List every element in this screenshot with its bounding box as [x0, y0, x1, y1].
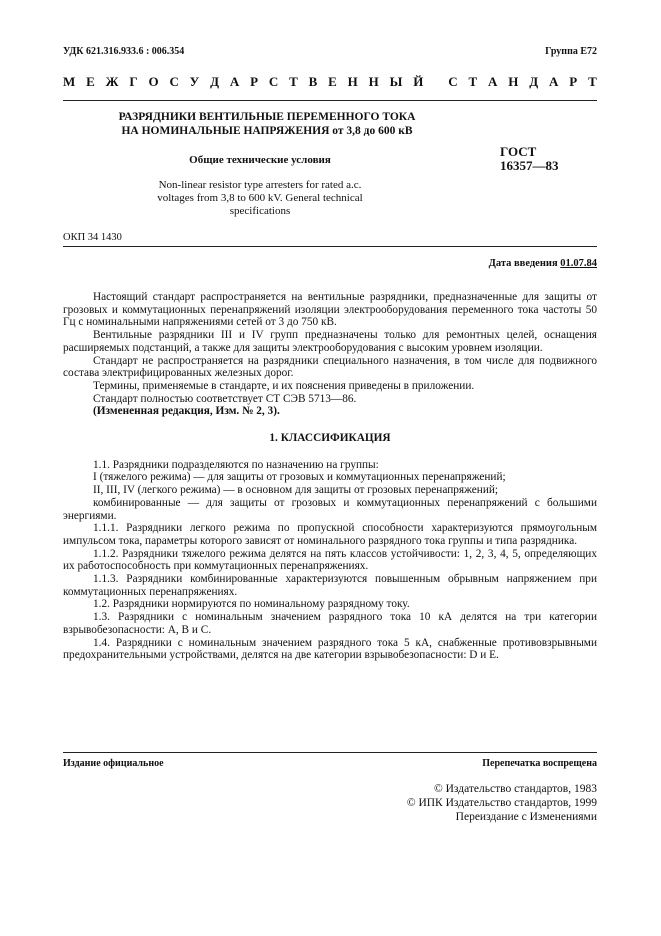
- banner-letter: Е: [328, 74, 337, 89]
- document-title: [110, 110, 424, 138]
- okp-code: ОКП 34 1430: [63, 232, 122, 243]
- banner-letter: В: [308, 74, 318, 89]
- reissue-note: Переиздание с Изменениями: [455, 811, 597, 823]
- gost-number: 16357—83: [500, 158, 559, 173]
- official-edition: Издание официальное: [63, 758, 164, 769]
- banner-letter: А: [488, 74, 498, 89]
- banner-letter: Т: [588, 74, 597, 89]
- banner-letter: С: [169, 74, 179, 89]
- paragraph: 1.1.2. Разрядники тяжелого режима делятся на пять классов устойчивости: 1, 2, 3, 4, 5, определяющих их работоспособность при коммутационных перенапряжениях.: [63, 547, 597, 573]
- group-code: Группа Е72: [545, 46, 597, 57]
- banner-letter: А: [229, 74, 240, 89]
- paragraph: Вентильные разрядники III и IV групп предназначены только для ремонтных целей, оснащения расширяемых подстанций, а также для защиты электрооборудования с высоким уровнем изоляции.: [63, 329, 597, 354]
- document-body: [63, 291, 597, 662]
- banner-letter: М: [63, 74, 76, 89]
- banner-letter: А: [549, 74, 559, 89]
- effective-date-value: 01.07.84: [560, 258, 597, 269]
- banner-letter: Р: [569, 74, 578, 89]
- udk-code: УДК 621.316.933.6 : 006.354: [63, 46, 185, 57]
- english-title: Non-linear resistor type arresters for rated a.c. voltages from 3,8 to 600 kV. General technical specifications: [157, 179, 363, 217]
- banner-letter: Н: [508, 74, 519, 89]
- banner-letter: Н: [368, 74, 379, 89]
- paragraph: 1.1. Разрядники подразделяются по назначению на группы:: [93, 458, 379, 471]
- banner-letter: Ы: [389, 74, 403, 89]
- paragraph: 1.1.3. Разрядники комбинированные характеризуются повышенным обрывным напряжением при коммутационных перенапряжениях.: [63, 573, 597, 598]
- copyright-line-1: © Издательство стандартов, 1983: [433, 783, 597, 795]
- document-subtitle: Общие технические условия: [189, 154, 331, 166]
- banner-letter: У: [189, 74, 200, 89]
- effective-date: [489, 258, 597, 269]
- amendment-note: (Измененная редакция, Изм. № 2, 3).: [93, 405, 280, 418]
- paragraph: Настоящий стандарт распространяется на вентильные разрядники, предназначенные для защиты от грозовых и коммутационных перенапряжений изоляции электрооборудования переменного тока частоты 50 Гц с номинальными напряжениями сетей от 3 до 750 кВ.: [63, 291, 597, 329]
- paragraph: I (тяжелого режима) — для защиты от грозовых и коммутационных перенапряжений;: [93, 471, 506, 484]
- bottom-divider: [63, 752, 597, 753]
- paragraph: 1.2. Разрядники нормируются по номинальному разрядному току.: [93, 598, 410, 611]
- banner-letter: С: [268, 74, 279, 89]
- paragraph: Термины, применяемые в стандарте, и их пояснения приведены в приложении.: [93, 379, 475, 392]
- banner-letter: Д: [529, 74, 539, 89]
- top-divider: [63, 100, 597, 101]
- interstate-standard-banner: [63, 74, 597, 90]
- banner-letter: Й: [413, 74, 424, 89]
- title-line-2: НА НОМИНАЛЬНЫЕ НАПРЯЖЕНИЯ от 3,8 до 600 кВ: [121, 125, 413, 137]
- title-line-1: РАЗРЯДНИКИ ВЕНТИЛЬНЫЕ ПЕРЕМЕННОГО ТОКА: [118, 111, 416, 123]
- paragraph: комбинированные — для защиты от грозовых и коммутационных перенапряжений с большими энергиями.: [63, 496, 597, 522]
- copyright-block: [407, 782, 597, 824]
- middle-divider: [63, 246, 597, 247]
- gost-label: ГОСТ: [500, 144, 537, 159]
- banner-letter: С: [448, 74, 458, 89]
- reprint-prohibited: Перепечатка воспрещена: [482, 758, 597, 769]
- banner-letter: О: [148, 74, 159, 89]
- banner-letter: Т: [468, 74, 478, 89]
- banner-letter: Г: [129, 74, 138, 89]
- banner-letter: Е: [86, 74, 95, 89]
- paragraph: Стандарт полностью соответствует СТ СЭВ 5713—86.: [93, 392, 357, 405]
- banner-letter: Ж: [105, 74, 119, 89]
- banner-letter: Р: [250, 74, 259, 89]
- paragraph: 1.1.1. Разрядники легкого режима по пропускной способности характеризуются прямоугольным импульсом тока, параметры которого зависят от номинального разрядного тока группы и типа разрядника.: [63, 522, 597, 547]
- banner-letter: Д: [210, 74, 220, 89]
- section-title: 1. КЛАССИФИКАЦИЯ: [269, 432, 391, 445]
- paragraph: Стандарт не распространяется на разрядники специального назначения, в том числе для подвижного состава электрифицированных железных дорог.: [63, 354, 597, 380]
- gost-designation: [500, 145, 559, 173]
- banner-letter: [434, 74, 437, 90]
- paragraph: II, III, IV (легкого режима) — в основном для защиты от грозовых перенапряжений;: [93, 484, 499, 497]
- paragraph: 1.3. Разрядники с номинальным значением разрядного тока 10 кА делятся на три категории взрывобезопасности: А, В и С.: [63, 611, 597, 636]
- banner-letter: Т: [289, 74, 298, 89]
- copyright-line-2: © ИПК Издательство стандартов, 1999: [406, 797, 597, 809]
- effective-date-label: Дата введения: [488, 258, 558, 269]
- banner-letter: Н: [347, 74, 358, 89]
- paragraph: 1.4. Разрядники с номинальным значением разрядного тока 5 кА, снабженные противовзрывными предохранительными устройствами, делятся на две категории взрывобезопасности: D и Е.: [63, 636, 597, 662]
